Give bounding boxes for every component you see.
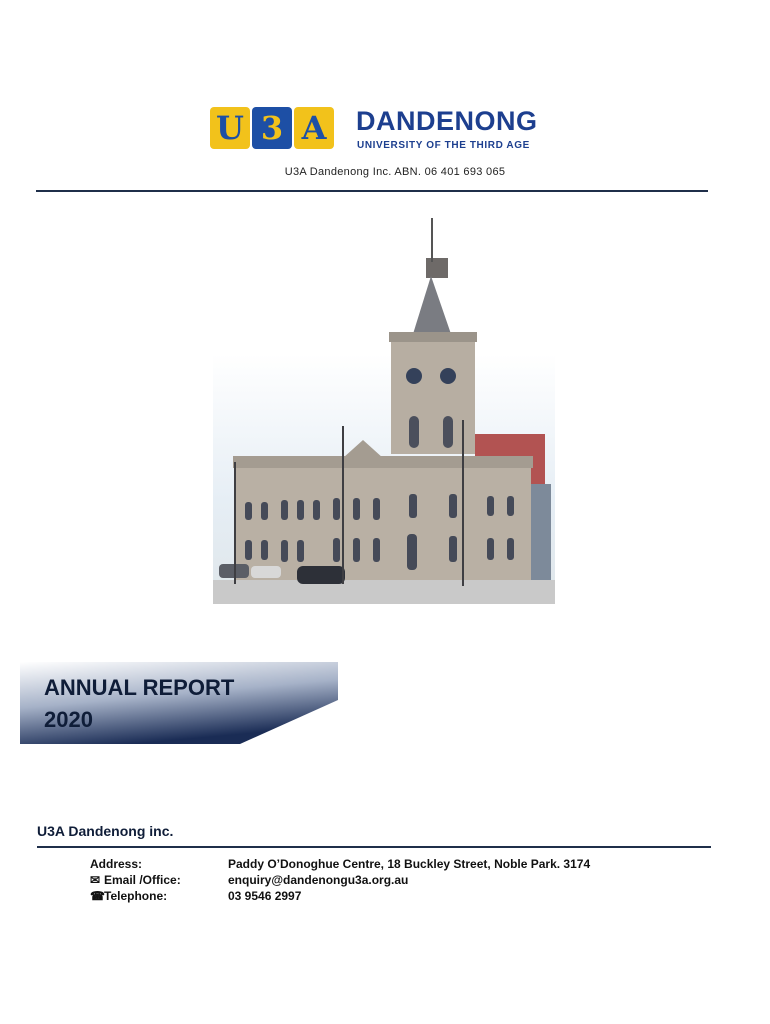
telephone-icon: ☎ <box>90 889 105 903</box>
contact-labels <box>90 856 181 904</box>
logo-brand-name: DANDENONG <box>356 106 538 136</box>
logo-letter-3: 3 <box>252 107 292 149</box>
organisation-name: U3A Dandenong inc. <box>37 823 174 839</box>
footer-divider <box>37 846 711 848</box>
envelope-icon: ✉ <box>90 873 101 887</box>
contact-values <box>228 856 590 904</box>
address-value: Paddy O’Donoghue Centre, 18 Buckley Street, Noble Park. 3174 <box>228 857 591 871</box>
email-value[interactable]: enquiry@dandenongu3a.org.au <box>228 873 409 887</box>
telephone-value[interactable]: 03 9546 2997 <box>228 889 302 903</box>
email-label: Email /Office: <box>104 873 181 887</box>
annual-report-banner <box>20 662 338 744</box>
u3a-letter-blocks <box>210 107 334 149</box>
telephone-label-row <box>90 888 181 904</box>
report-title <box>44 672 234 736</box>
telephone-label: Telephone: <box>104 889 168 903</box>
address-label: Address: <box>90 857 143 871</box>
header-divider <box>36 190 708 192</box>
report-title-year: 2020 <box>44 707 93 732</box>
abn-line: U3A Dandenong Inc. ABN. 06 401 693 065 <box>284 166 506 178</box>
logo-tagline: UNIVERSITY OF THE THIRD AGE <box>357 140 530 151</box>
town-hall-photo <box>213 214 555 604</box>
logo-letter-a: A <box>294 107 334 149</box>
report-title-line1: ANNUAL REPORT <box>44 675 235 700</box>
logo-letter-u: U <box>210 107 250 149</box>
email-label-row <box>90 872 181 888</box>
